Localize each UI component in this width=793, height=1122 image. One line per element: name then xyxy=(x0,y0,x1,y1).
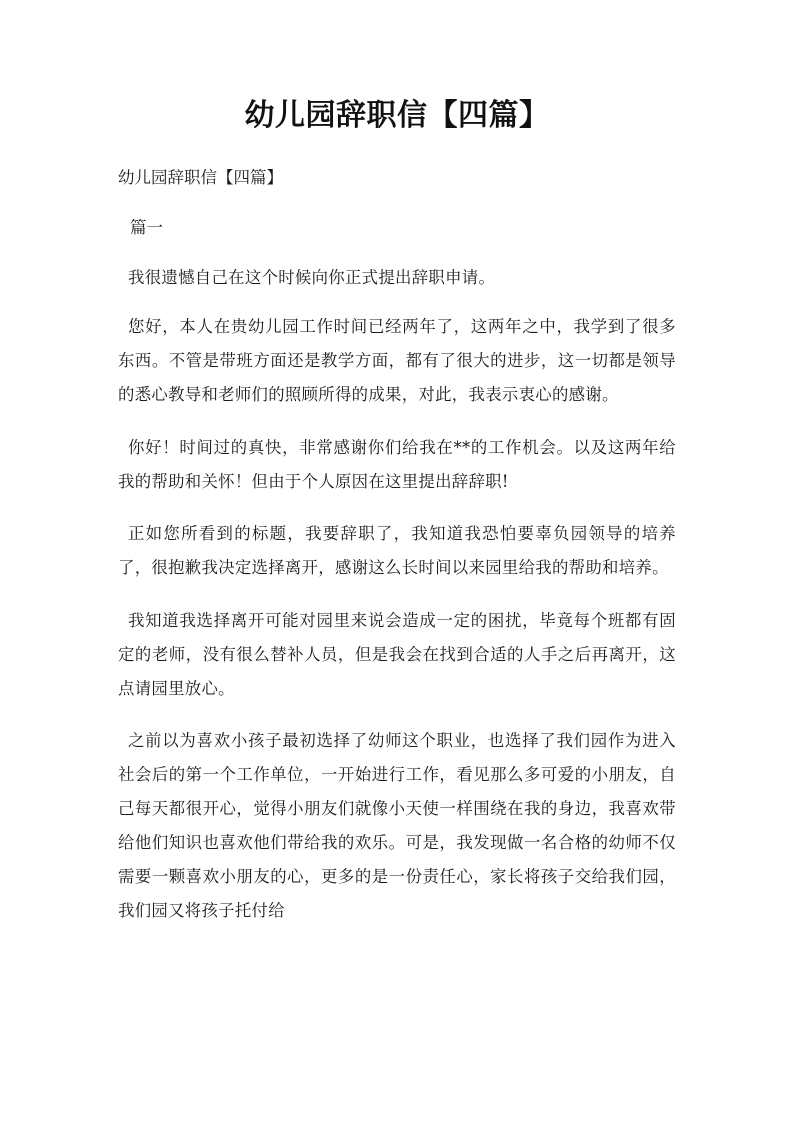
section-heading: 篇一 xyxy=(130,218,163,237)
paragraph: 正如您所看到的标题，我要辞职了，我知道我恐怕要辜负园领导的培养了，很抱歉我决定选择离开，感谢这么长时间以来园里给我的帮助和培养。 xyxy=(118,524,676,577)
paragraph: 您好，本人在贵幼儿园工作时间已经两年了，这两年之中，我学到了很多东西。不管是带班方面还是教学方面，都有了很大的进步，这一切都是领导的悉心教导和老师们的照顾所得的成果，对此，我表示衷心的感谢。 xyxy=(118,317,676,404)
paragraph: 之前以为喜欢小孩子最初选择了幼师这个职业，也选择了我们园作为进入社会后的第一个工作单位，一开始进行工作，看见那么多可爱的小朋友，自己每天都很开心，觉得小朋友们就像小天使一样围绕在我的身边，我喜欢带给他们知识也喜欢他们带给我的欢乐。可是，我发现做一名合格的幼师不仅需要一颗喜欢小朋友的心，更多的是一份责任心，家长将孩子交给我们园，我们园又将孩子托付给 xyxy=(118,731,676,920)
document-title: 幼儿园辞职信【四篇】 xyxy=(244,98,550,133)
document-body xyxy=(118,261,676,947)
document-subtitle: 幼儿园辞职信【四篇】 xyxy=(118,168,283,187)
paragraph: 你好！时间过的真快，非常感谢你们给我在**的工作机会。以及这两年给我的帮助和关怀！但由于个人原因在这里提出辞辞职! xyxy=(118,437,676,491)
paragraph: 我很遗憾自己在这个时候向你正式提出辞职申请。 xyxy=(128,268,496,287)
paragraph: 我知道我选择离开可能对园里来说会造成一定的困扰，毕竟每个班都有固定的老师，没有很么替补人员，但是我会在找到合适的人手之后再离开，这点请园里放心。 xyxy=(118,610,676,698)
